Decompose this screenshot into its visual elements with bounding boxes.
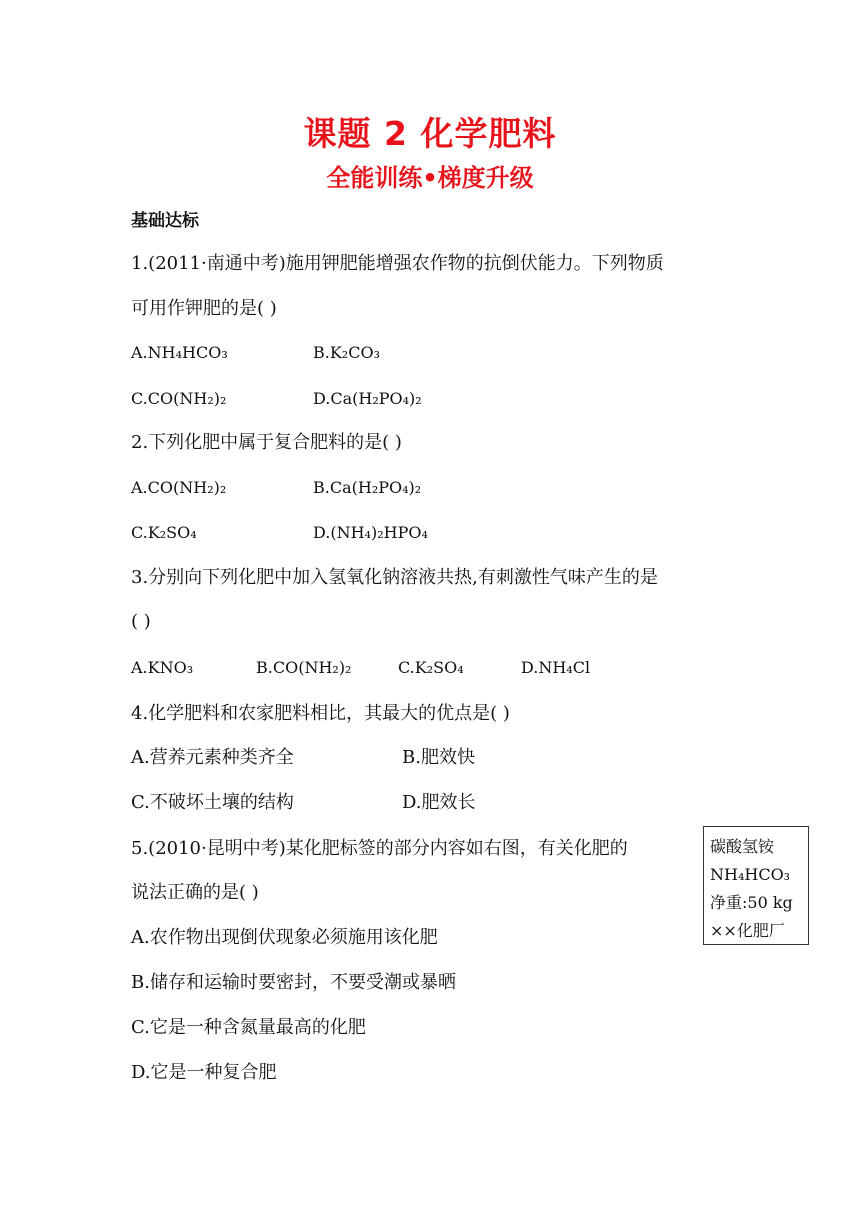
- question-4-stem: 4.化学肥料和农家肥料相比，其最大的优点是( ): [131, 703, 510, 724]
- section-heading: 基础达标: [131, 211, 199, 231]
- question-2-option-a: A.CO(NH₂)₂: [131, 478, 227, 497]
- question-3-option-d: D.NH₄Cl: [521, 658, 591, 677]
- question-5-option-a: A.农作物出现倒伏现象必须施用该化肥: [131, 927, 438, 948]
- question-1-option-b: B.K₂CO₃: [313, 343, 380, 362]
- question-2-stem: 2.下列化肥中属于复合肥料的是( ): [131, 432, 402, 453]
- question-1-option-d: D.Ca(H₂PO₄)₂: [313, 389, 422, 408]
- question-4-option-d: D.肥效长: [402, 792, 476, 813]
- question-1-stem-line1: 1.(2011·南通中考)施用钾肥能增强农作物的抗倒伏能力。下列物质: [131, 253, 664, 274]
- question-4-option-a: A.营养元素种类齐全: [131, 747, 294, 768]
- label-formula: NH₄HCO₃: [710, 865, 791, 884]
- question-5-option-d: D.它是一种复合肥: [131, 1062, 277, 1083]
- label-product-name: 碳酸氢铵: [710, 837, 775, 856]
- question-3-stem-line1: 3.分别向下列化肥中加入氢氧化钠溶液共热,有刺激性气味产生的是: [131, 567, 658, 588]
- question-2-option-c: C.K₂SO₄: [131, 523, 197, 542]
- label-manufacturer: ××化肥厂: [710, 921, 785, 940]
- page-subtitle: 全能训练•梯度升级: [326, 164, 534, 192]
- question-5-stem-line1: 5.(2010·昆明中考)某化肥标签的部分内容如右图，有关化肥的: [131, 838, 628, 859]
- question-1-option-a: A.NH₄HCO₃: [131, 343, 228, 362]
- question-1-stem-line2: 可用作钾肥的是( ): [131, 298, 277, 319]
- page-title: 课题 2 化学肥料: [303, 114, 557, 153]
- question-3-option-c: C.K₂SO₄: [398, 658, 464, 677]
- question-2-option-b: B.Ca(H₂PO₄)₂: [313, 478, 422, 497]
- question-2-option-d: D.(NH₄)₂HPO₄: [313, 523, 428, 542]
- label-net-weight: 净重:50 kg: [710, 893, 793, 912]
- question-1-option-c: C.CO(NH₂)₂: [131, 389, 227, 408]
- question-4-option-c: C.不破坏土壤的结构: [131, 792, 294, 813]
- question-4-option-b: B.肥效快: [402, 747, 475, 768]
- question-3-stem-line2: ( ): [131, 611, 151, 632]
- question-5-option-b: B.储存和运输时要密封，不要受潮或暴晒: [131, 972, 456, 993]
- question-3-option-a: A.KNO₃: [131, 658, 194, 677]
- fertilizer-label-box: [703, 826, 809, 945]
- question-5-stem-line2: 说法正确的是( ): [131, 882, 259, 903]
- question-3-option-b: B.CO(NH₂)₂: [256, 658, 352, 677]
- question-5-option-c: C.它是一种含氮量最高的化肥: [131, 1017, 366, 1038]
